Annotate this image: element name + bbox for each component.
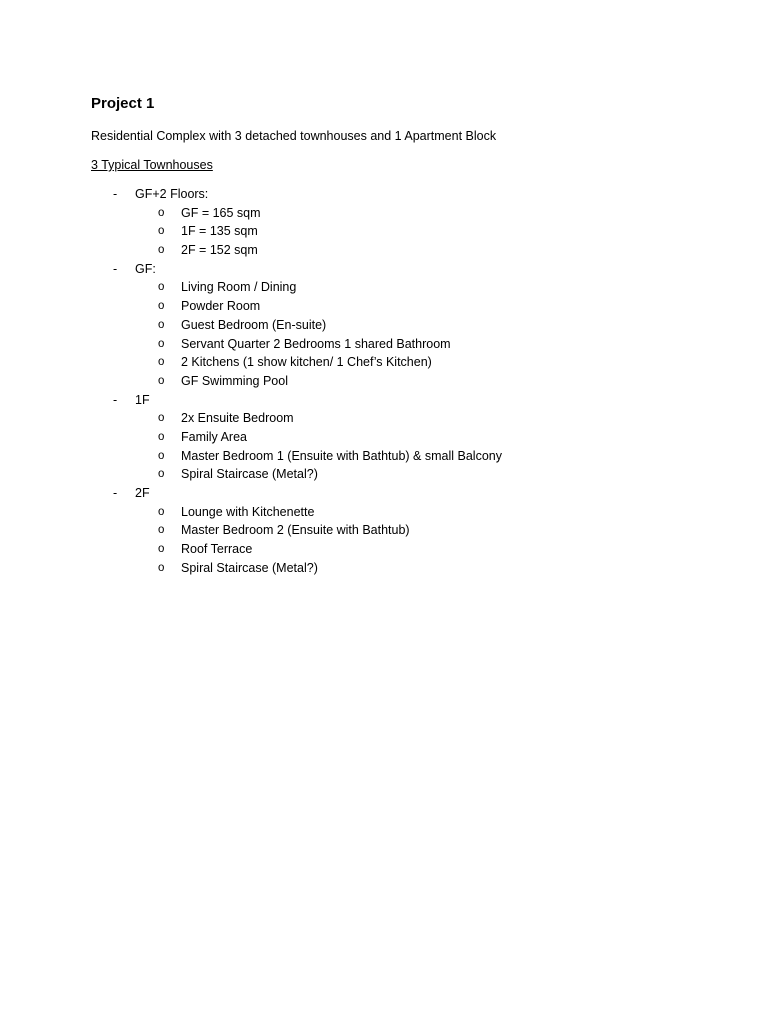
section-heading: 3 Typical Townhouses	[91, 158, 213, 172]
project-description: Residential Complex with 3 detached townhouses and 1 Apartment Block	[91, 129, 497, 143]
sub-list-item	[91, 241, 711, 260]
circle-bullet: o	[158, 505, 165, 518]
sub-list-item	[91, 559, 711, 578]
sub-list-item	[91, 409, 711, 428]
circle-bullet: o	[158, 244, 165, 257]
sub-list-item	[91, 222, 711, 241]
dash-bullet: -	[113, 392, 118, 407]
sub-list-item-label: Living Room / Dining	[181, 280, 297, 295]
sub-list-item-label: Lounge with Kitchenette	[181, 504, 315, 519]
document-title: Project 1	[91, 95, 155, 112]
sub-list-item	[91, 503, 711, 522]
sub-list-item	[91, 204, 711, 223]
sub-list-item	[91, 278, 711, 297]
dash-bullet: -	[113, 261, 118, 276]
sub-list-item-label: GF Swimming Pool	[181, 373, 288, 388]
dash-bullet: -	[113, 486, 118, 500]
list-item	[91, 391, 711, 410]
sub-list-item-label: Master Bedroom 1 (Ensuite with Bathtub) & small Balcony	[181, 448, 502, 463]
sub-list-item	[91, 335, 711, 354]
sub-list-item	[91, 540, 711, 559]
sub-list-item-label: Guest Bedroom (En-suite)	[181, 317, 327, 332]
list-item	[91, 484, 711, 503]
sub-list-item-label: Servant Quarter 2 Bedrooms 1 shared Bathroom	[181, 336, 451, 351]
circle-bullet: o	[158, 543, 165, 556]
sub-list-item-label: 2 Kitchens (1 show kitchen/ 1 Chef’s Kitchen)	[181, 355, 432, 370]
sub-list-item-label: Roof Terrace	[181, 542, 253, 557]
townhouse-outline	[91, 185, 711, 577]
sub-list-item	[91, 316, 711, 335]
sub-list-item	[91, 447, 711, 466]
sub-list-item	[91, 465, 711, 484]
circle-bullet: o	[158, 318, 165, 331]
list-item	[91, 260, 711, 279]
sub-list-item	[91, 297, 711, 316]
circle-bullet: o	[158, 337, 165, 350]
sub-list-item	[91, 428, 711, 447]
circle-bullet: o	[158, 524, 165, 537]
circle-bullet: o	[158, 300, 165, 313]
circle-bullet: o	[158, 561, 165, 574]
circle-bullet: o	[158, 412, 165, 425]
sub-list-item-label: Powder Room	[181, 299, 261, 314]
dash-bullet: -	[113, 187, 118, 201]
list-item-label: 1F	[135, 392, 150, 407]
sub-list-item-label: GF = 165 sqm	[181, 205, 261, 220]
circle-bullet: o	[158, 374, 165, 387]
circle-bullet: o	[158, 225, 165, 238]
sub-list-item-label: Spiral Staircase (Metal?)	[181, 560, 318, 575]
circle-bullet: o	[158, 449, 165, 462]
sub-list-item-label: Spiral Staircase (Metal?)	[181, 467, 318, 482]
list-item	[91, 185, 711, 204]
sub-list-item-label: 2x Ensuite Bedroom	[181, 411, 294, 426]
list-item-label: 2F	[135, 486, 150, 500]
sub-list-item	[91, 353, 711, 372]
sub-list-item	[91, 521, 711, 540]
sub-list-item-label: Family Area	[181, 429, 247, 444]
list-item-label: GF+2 Floors:	[135, 187, 209, 201]
circle-bullet: o	[158, 356, 165, 369]
circle-bullet: o	[158, 468, 165, 481]
sub-list-item-label: 1F = 135 sqm	[181, 224, 258, 239]
sub-list-item	[91, 372, 711, 391]
circle-bullet: o	[158, 281, 165, 294]
circle-bullet: o	[158, 430, 165, 443]
list-item-label: GF:	[135, 261, 156, 276]
sub-list-item-label: 2F = 152 sqm	[181, 243, 258, 258]
circle-bullet: o	[158, 206, 165, 219]
sub-list-item-label: Master Bedroom 2 (Ensuite with Bathtub)	[181, 523, 410, 538]
